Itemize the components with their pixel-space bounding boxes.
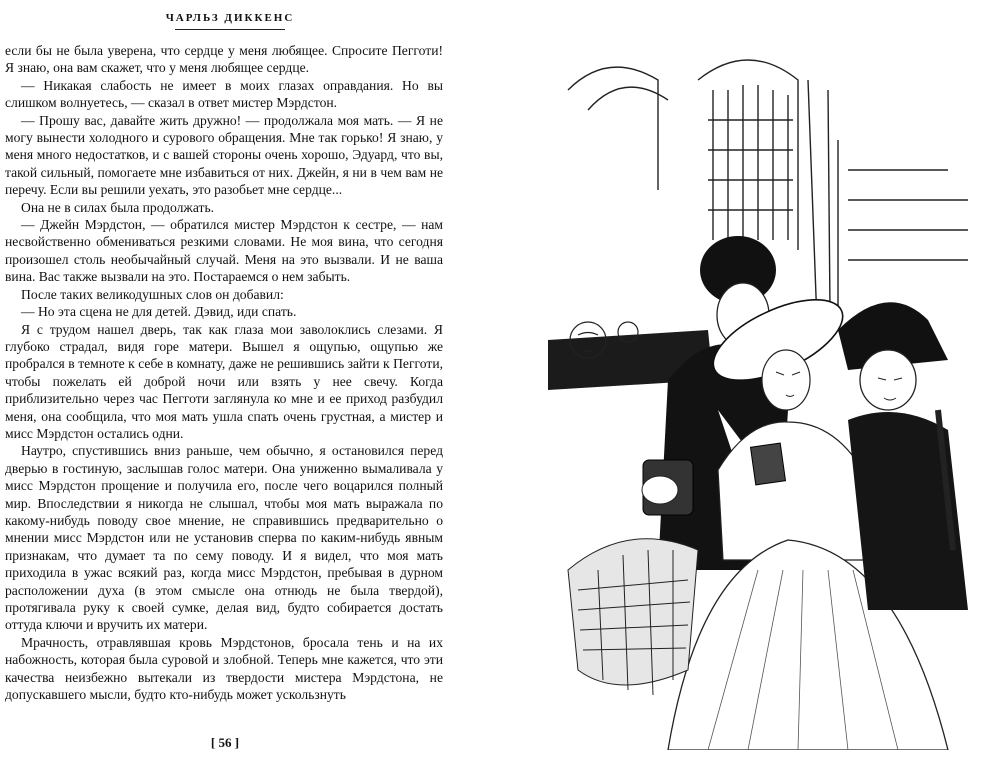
pen-ink-illustration [548,50,988,750]
running-head: ЧАРЛЬЗ ДИККЕНС [165,12,295,24]
paragraph: — Прошу вас, давайте жить дружно! — продолжала моя мать. — Я не могу вынести холодного и сурового обращения. Мне так горько! Я знаю, у меня много недостатков, и с вашей стороны очень хорошо, Эдуард, что вы, такой сильный, помогаете мне избавиться от них. Джейн, я ни в чем вам не перечу. Если вы решили уехать, это разобьет мне сердце... [5,112,443,198]
paragraph: — Никакая слабость не имеет в моих глазах оправдания. Но вы слишком волнуетесь, — сказал в ответ мистер Мэрдстон. [5,77,443,111]
paragraph: — Джейн Мэрдстон, — обратился мистер Мэрдстон к сестре, — нам несвойственно обмениваться резкими словами. Не моя вина, что сегодня произошел столь необычайный случай. Меня на это вызвали. И не ваша вина. Вас также вызвали на это. Постараемся о нем забыть. [5,217,443,285]
page-number: [ 56 ] [210,735,240,750]
paragraph: После таких великодушных слов он добавил: [21,286,284,302]
dark-figure [838,302,968,610]
plaid-shawl [568,539,698,695]
paragraph: Я с трудом нашел дверь, так как глаза мои заволоклись слезами. Я глубоко страдал, видя горе матери. Вышел я ощупью, ощупью же пробрался в темноте к себе в комнату, даже не решившись зайти к Пегготи, чтобы пожелать ей доброй ночи или взять у нее свечу. Когда приблизительно через час Пегготи заглянула ко мне и ее приход разбудил меня, она сообщила, что моя мать ушла спать очень грустная, а мистер и мисс Мэрдстон остались одни. [5,321,443,441]
paragraph: — Но эта сцена не для детей. Дэвид, иди спать. [21,304,297,320]
paragraph: Наутро, спустившись вниз раньше, чем обычно, я остановился перед дверью в гостиную, заслышав голос матери. Она униженно вымаливала у мисс Мэрдстон прощение и получила его, после чего воцарился полный мир. Впоследствии я никогда не слышал, чтобы моя мать выражала по какому-нибудь поводу свое мнение, не справившись предварительно о мнении мисс Мэрдстон или не установив сперва по каким-нибудь явным признакам, что думает та по сему поводу. И я видел, что моя мать приходила в ужас всякий раз, когда мисс Мэрдстон, пребывая в дурном расположении духа (в этом смысле она отнюдь не была твердой), протягивала руку к своей сумке, делая вид, будто собирается достать оттуда ключи и вручить их матери. [5,443,443,633]
body-text [5,42,443,703]
right-page [498,0,996,764]
paragraph: если бы не была уверена, что сердце у меня любящее. Спросите Пегготи! Я знаю, она вам скажет, что у меня любящее сердце. [5,43,443,76]
paragraph: Мрачность, отравлявшая кровь Мэрдстонов, бросала тень и на их набожность, которая была суровой и злобной. Теперь мне кажется, что эти качества неизбежно вытекали из твердости мистера Мэрдстона, не допускавшего мысли, будто кто-нибудь может ускользнуть [5,634,443,703]
running-head-rule [175,29,285,30]
paragraph: Она не в силах была продолжать. [21,199,215,215]
